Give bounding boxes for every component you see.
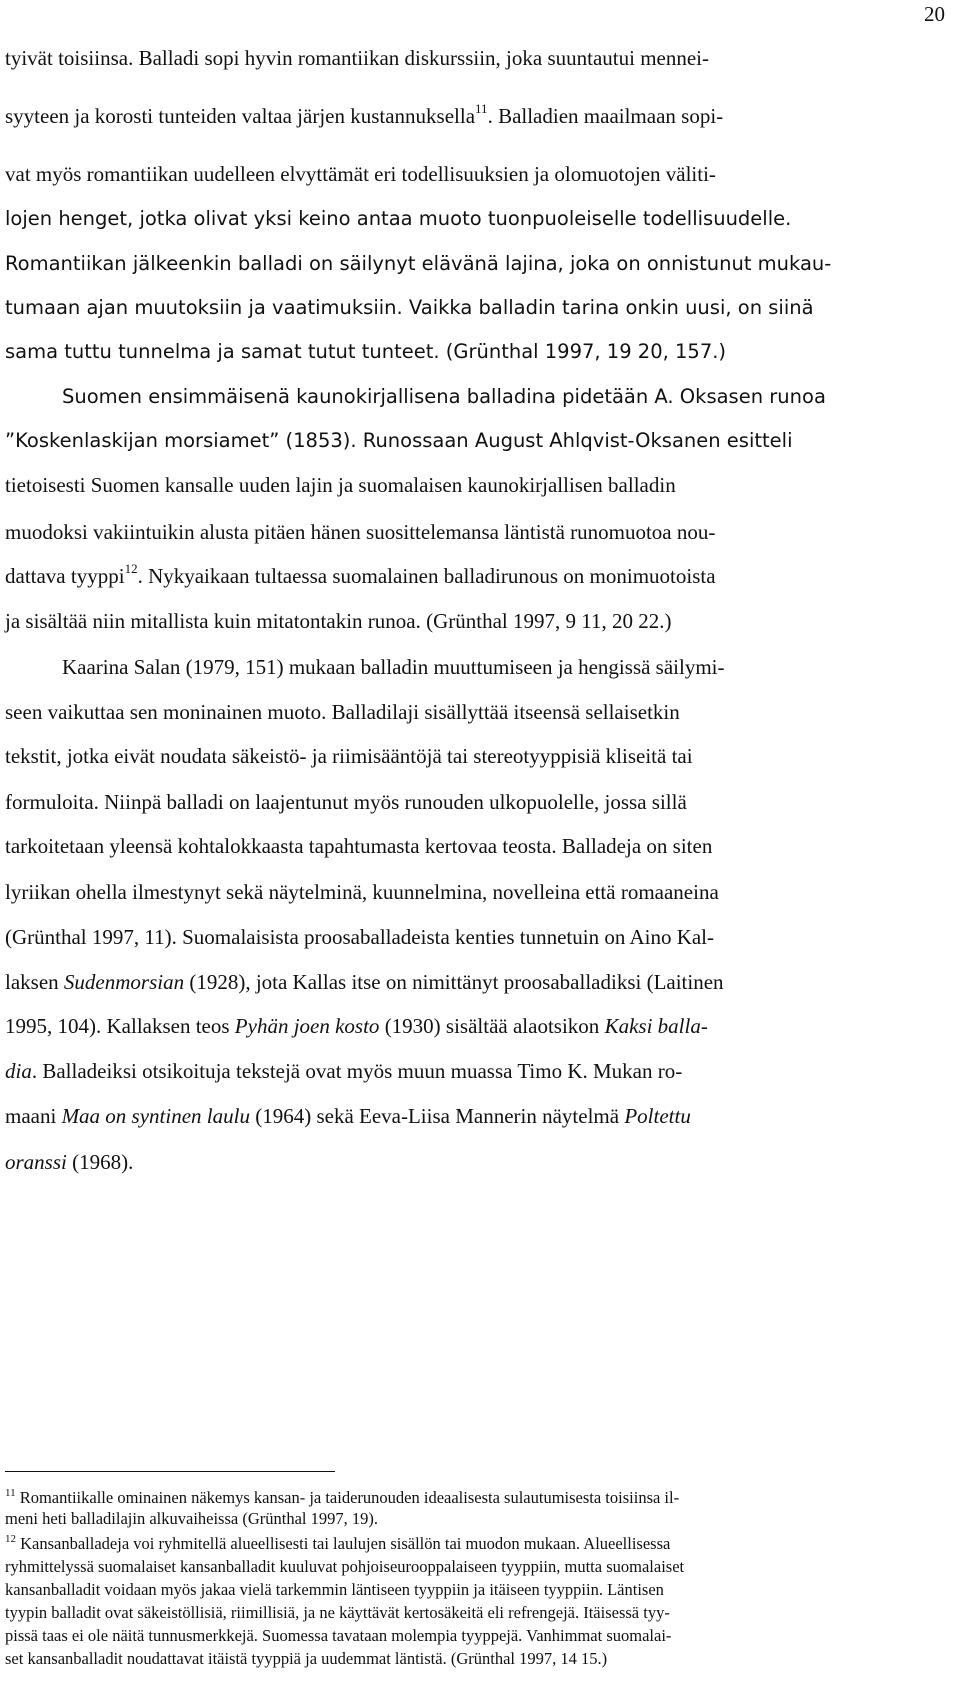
footnote-line: pissä taas ei ole näitä tunnusmerkkejä. Suomessa tavataan molempia tyyppejä. Vanhimmat suomalai- bbox=[5, 1626, 672, 1645]
body-line: syyteen ja korosti tunteiden valtaa järjen kustannuksella$^{11}$. Balladien maailmaan sopi- bbox=[5, 101, 724, 128]
body-line: lyriikan ohella ilmestynyt sekä näytelminä, kuunnelmina, novelleina että romaaneina bbox=[5, 880, 719, 904]
body-line: vat myös romantiikan uudelleen elvyttämät eri todellisuuksien ja olomuotojen väliti- bbox=[5, 162, 716, 186]
footnote-ref-11[interactable]: 11 bbox=[475, 101, 488, 116]
body-line: lojen henget, jotka olivat yksi keino antaa muoto tuonpuoleiselle todellisuudelle. bbox=[5, 207, 792, 230]
body-line: ”Koskenlaskijan morsiamet” (1853). Runossaan August Ahlqvist-Oksanen esitteli bbox=[5, 429, 793, 452]
footnote-line: $^{11}$ Romantiikalle ominainen näkemys kansan- ja taiderunouden ideaalisesta sulautumisesta toisiinsa il- bbox=[5, 1487, 680, 1507]
work-title: oranssi bbox=[5, 1150, 67, 1174]
footnote-separator bbox=[5, 1471, 335, 1472]
body-line: (Grünthal 1997, 11). Suomalaisista proosaballadeista kenties tunnetuin on Aino Kal- bbox=[5, 925, 715, 949]
body-line: ja sisältää niin mitallista kuin mitatontakin runoa. (Grünthal 1997, 9 11, 20 22.) bbox=[5, 609, 672, 633]
body-line: Romantiikan jälkeenkin balladi on säilynyt elävänä lajina, joka on onnistunut mukau- bbox=[5, 252, 832, 275]
body-line: 1995, 104). Kallaksen teos Pyhän joen kosto (1930) sisältää alaotsikon Kaksi balla- bbox=[5, 1014, 708, 1038]
work-title: Kaksi balla- bbox=[604, 1014, 708, 1038]
footnote-line: ryhmittelyssä suomalaiset kansanballadit kuuluvat pohjoiseurooppalaiseen tyyppiin, mutta suomalaiset bbox=[5, 1557, 685, 1576]
body-line: tarkoitetaan yleensä kohtalokkaasta tapahtumasta kertovaa teosta. Balladeja on siten bbox=[5, 834, 713, 858]
footnote-ref-12[interactable]: 12 bbox=[124, 561, 138, 576]
body-line: Suomen ensimmäisenä kaunokirjallisena balladina pidetään A. Oksasen runoa bbox=[62, 385, 826, 408]
body-line: tumaan ajan muutoksiin ja vaatimuksiin. Vaikka balladin tarina onkin uusi, on siinä bbox=[5, 296, 814, 319]
work-title: Pyhän joen kosto bbox=[234, 1014, 380, 1038]
body-line: oranssi (1968). bbox=[5, 1150, 134, 1174]
body-line: Kaarina Salan (1979, 151) mukaan balladin muuttumiseen ja hengissä säilymi- bbox=[62, 655, 725, 679]
footnote-line: tyypin balladit ovat säkeistöllisiä, riimillisiä, ja ne käyttävät kertosäkeitä eli refrengejä. Itäisessä tyy- bbox=[5, 1603, 670, 1622]
body-line: muodoksi vakiintuikin alusta pitäen hänen suosittelemansa läntistä runomuotoa nou- bbox=[5, 520, 716, 544]
footnote-line: set kansanballadit noudattavat itäistä tyyppiä ja uudemmat läntistä. (Grünthal 1997, 14 15.) bbox=[5, 1649, 608, 1668]
footnote-line: meni heti balladilajin alkuvaiheissa (Grünthal 1997, 19). bbox=[5, 1509, 378, 1528]
work-title: Poltettu bbox=[624, 1104, 691, 1128]
work-title: Maa on syntinen laulu bbox=[61, 1104, 250, 1128]
footnote-line: $^{12}$ Kansanballadeja voi ryhmitellä alueellisesti tai laulujen sisällön tai muodon mukaan. Alueellisessa bbox=[5, 1533, 671, 1553]
body-line: formuloita. Niinpä balladi on laajentunut myös runouden ulkopuolelle, jossa sillä bbox=[5, 790, 687, 814]
body-line: dattava tyyppi$^{12}$. Nykyaikaan tultaessa suomalainen balladirunous on monimuotoista bbox=[5, 561, 716, 588]
body-line: tietoisesti Suomen kansalle uuden lajin ja suomalaisen kaunokirjallisen balladin bbox=[5, 473, 676, 497]
body-line: laksen Sudenmorsian (1928), jota Kallas itse on nimittänyt proosaballadiksi (Laitinen bbox=[5, 970, 724, 994]
body-line: seen vaikuttaa sen moninainen muoto. Balladilaji sisällyttää itseensä sellaisetkin bbox=[5, 700, 680, 724]
work-title: dia bbox=[5, 1059, 32, 1083]
footnote-line: kansanballadit voidaan myös jakaa vielä tarkemmin läntiseen tyyppiin ja itäiseen tyyppiin. Läntisen bbox=[5, 1580, 664, 1599]
page-number: 20 bbox=[924, 2, 945, 26]
body-line: maani Maa on syntinen laulu (1964) sekä Eeva-Liisa Mannerin näytelmä Poltettu bbox=[5, 1104, 691, 1128]
body-line: sama tuttu tunnelma ja samat tutut tunteet. (Grünthal 1997, 19 20, 157.) bbox=[5, 340, 727, 363]
work-title: Sudenmorsian bbox=[63, 970, 185, 994]
body-line: tekstit, jotka eivät noudata säkeistö- ja riimisääntöjä tai stereotyyppisiä kliseitä tai bbox=[5, 744, 693, 768]
body-line: tyivät toisiinsa. Balladi sopi hyvin romantiikan diskurssiin, joka suuntautui mennei- bbox=[5, 46, 710, 70]
body-line: dia. Balladeiksi otsikoituja tekstejä ovat myös muun muassa Timo K. Mukan ro- bbox=[5, 1059, 683, 1083]
